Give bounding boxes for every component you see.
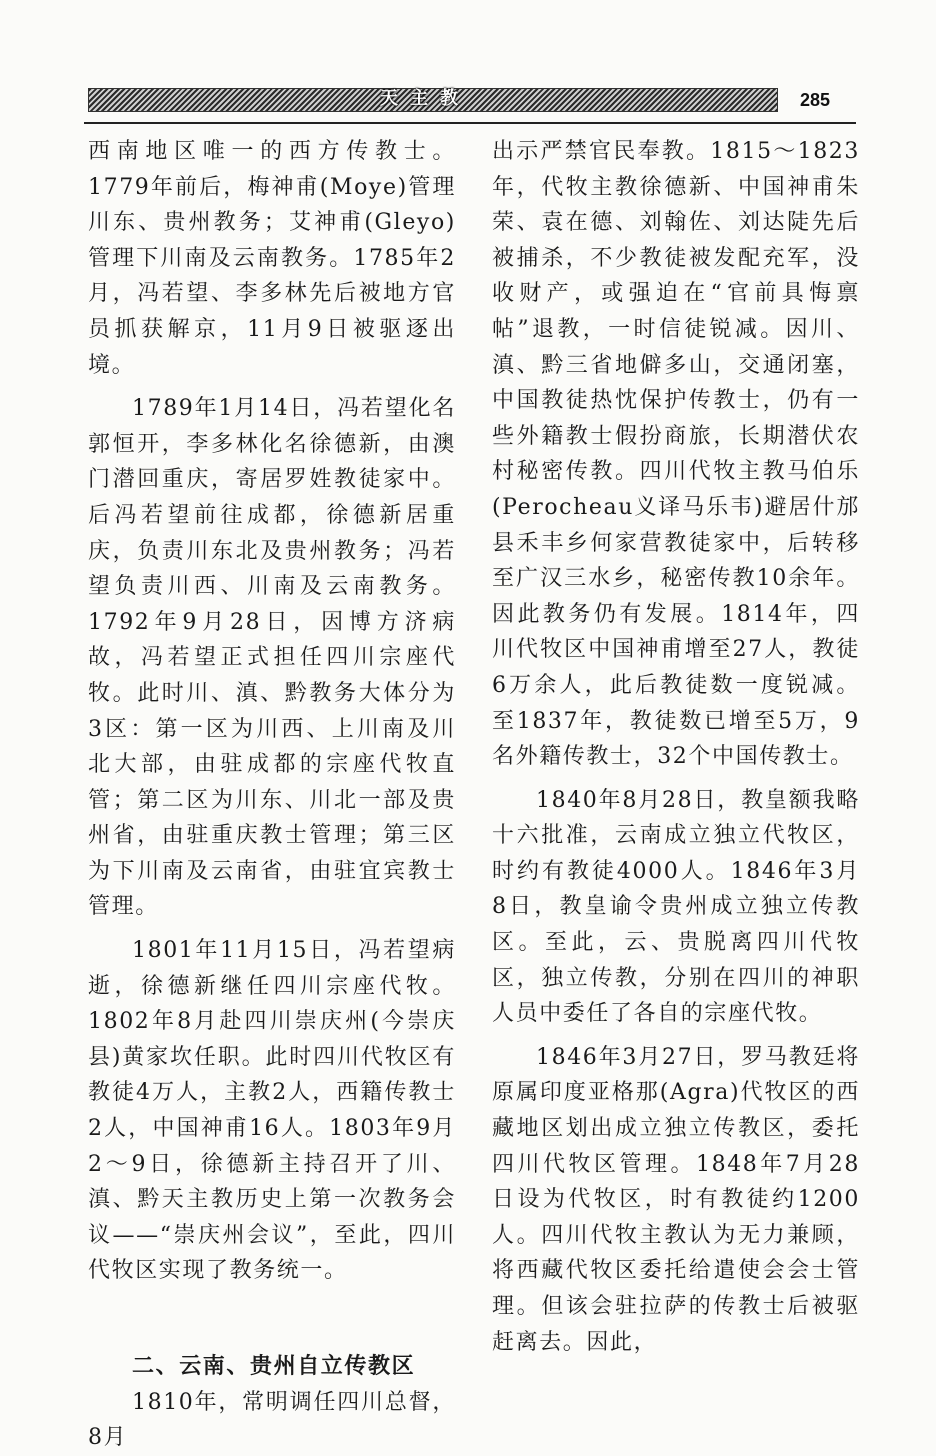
paragraph: 出示严禁官民奉教。1815～1823年，代牧主教徐德新、中国神甫朱荣、袁在德、刘翰佐、刘达陡先后被捕杀，不少教徒被发配充军，没收财产，或强迫在“官前具悔禀帖”退教，一时信徒锐减。因川、滇、黔三省地僻多山，交通闭塞，中国教徒热忱保护传教士，仍有一些外籍教士假扮商旅，长期潜伏农村秘密传教。四川代牧主教马伯乐(Perocheau义译马乐韦)避居什邡县禾丰乡何家营教徒家中，后转移至广汉三水乡，秘密传教10余年。因此教务仍有发展。1814年，四川代牧区中国神甫增至27人，教徒6万余人，此后教徒数一度锐减。至1837年，教徒数已增至5万，9名外籍传教士，32个中国传教士。 [492,139,860,770]
section-heading: 二、云南、贵州自立传教区 [132,1353,416,1379]
left-column [88,134,456,1456]
running-header-title: 天主教 [380,88,470,109]
paragraph: 西南地区唯一的西方传教士。1779年前后，梅神甫(Moye)管理川东、贵州教务；艾神甫(Gleyo)管理下川南及云南教务。1785年2月，冯若望、李多林先后被地方官员抓获解京，11月9日被驱逐出境。 [88,139,456,378]
page-number: 285 [800,90,831,110]
paragraph: 1789年1月14日，冯若望化名郭恒开，李多林化名徐德新，由澳门潜回重庆，寄居罗姓教徒家中。后冯若望前往成都，徐德新居重庆，负责川东北及贵州教务；冯若望负责川西、川南及云南教务。1792年9月28日，因博方济病故，冯若望正式担任四川宗座代牧。此时川、滇、黔教务大体分为3区：第一区为川西、上川南及川北大部，由驻成都的宗座代牧直管；第二区为川东、川北一部及贵州省，由驻重庆教士管理；第三区为下川南及云南省，由驻宜宾教士管理。 [88,396,456,920]
paragraph: 1810年，常明调任四川总督，8月 [88,1389,456,1451]
header-rule [84,122,856,124]
paragraph: 1846年3月27日，罗马教廷将原属印度亚格那(Agra)代牧区的西藏地区划出成立独立传教区，委托四川代牧区管理。1848年7月28日设为代牧区，时有教徒约1200人。四川代牧主教认为无力兼顾，将西藏代牧区委托给遣使会会士管理。但该会驻拉萨的传教士后被驱赶离去。因此， [492,1044,860,1355]
paragraph: 1840年8月28日，教皇额我略十六批准，云南成立独立代牧区，时约有教徒4000人。1846年3月8日，教皇谕令贵州成立独立传教区。至此，云、贵脱离四川代牧区，独立传教，分别在四川的神职人员中委任了各自的宗座代牧。 [492,787,860,1027]
paragraph: 1801年11月15日，冯若望病逝，徐德新继任四川宗座代牧。1802年8月赴四川崇庆州(今崇庆县)黄家坎任职。此时四川代牧区有教徒4万人，主教2人，西籍传教士2人，中国神甫16人。1803年9月2～9日，徐德新主持召开了川、滇、黔天主教历史上第一次教务会议——“崇庆州会议”，至此，四川代牧区实现了教务统一。 [88,938,456,1284]
right-column [492,134,860,1360]
